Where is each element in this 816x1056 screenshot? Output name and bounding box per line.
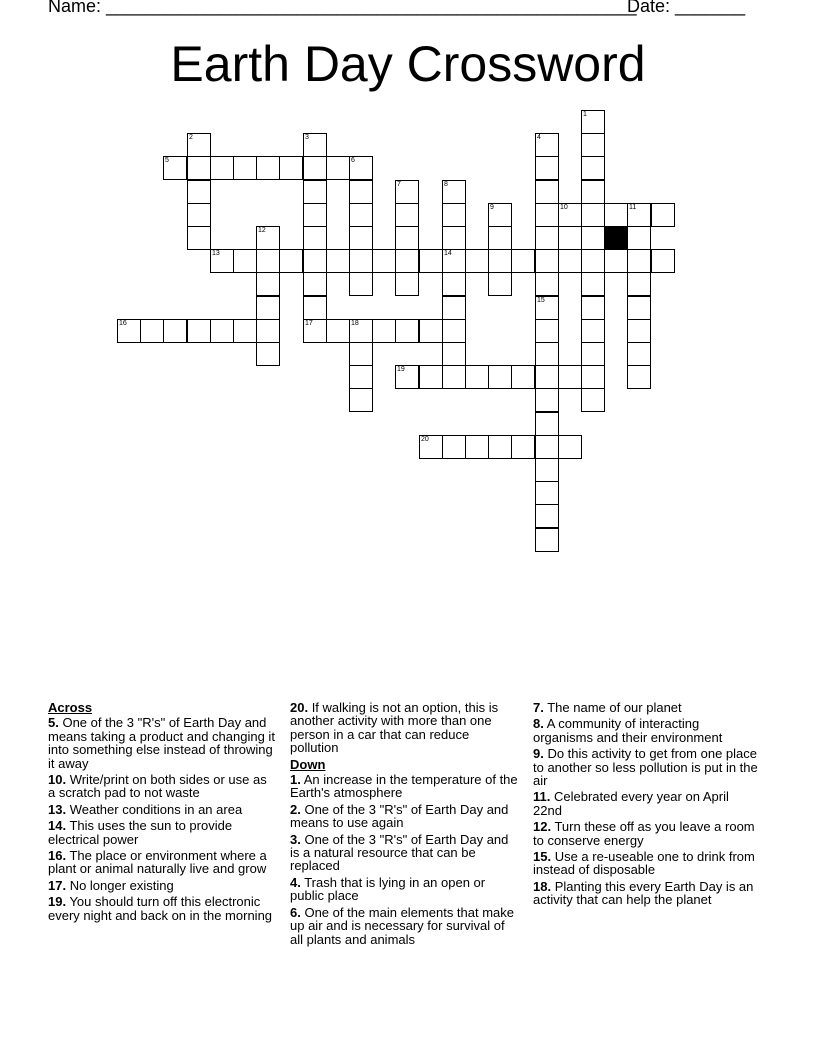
clue-text: One of the 3 "R's" of Earth Day and means taking a product and changing it into something else instead of throwing it away xyxy=(48,715,275,771)
grid-cell[interactable] xyxy=(465,249,489,273)
grid-cell[interactable] xyxy=(535,481,559,505)
clue-item xyxy=(533,717,758,744)
clue-number-label: 6. xyxy=(290,904,301,920)
clue-text: No longer existing xyxy=(66,877,174,893)
grid-cell[interactable] xyxy=(581,226,605,250)
grid-cell[interactable] xyxy=(581,110,605,134)
grid-cell[interactable] xyxy=(256,226,280,250)
grid-cell[interactable] xyxy=(465,365,489,389)
clue-number: 13 xyxy=(212,250,220,257)
grid-cell[interactable] xyxy=(303,226,327,250)
grid-cell[interactable] xyxy=(442,365,466,389)
clue-text: You should turn off this electronic every night and back on in the morning xyxy=(48,894,273,923)
grid-cell[interactable] xyxy=(233,156,257,180)
grid-cell[interactable] xyxy=(349,365,373,389)
grid-cell[interactable] xyxy=(187,226,211,250)
grid-cell[interactable] xyxy=(395,226,419,250)
clue-item xyxy=(290,876,520,903)
clue-text: One of the main elements that make up air and is necessary for survival of all plants and animals xyxy=(290,904,515,947)
grid-cell[interactable] xyxy=(210,319,234,343)
grid-cell[interactable] xyxy=(419,249,443,273)
grid-cell[interactable] xyxy=(419,365,443,389)
grid-cell[interactable] xyxy=(187,156,211,180)
grid-cell[interactable] xyxy=(349,272,373,296)
clue-number: 18 xyxy=(351,320,359,327)
clue-text: Do this activity to get from one place to another so less pollution is put in the air xyxy=(533,746,758,789)
grid-cell[interactable] xyxy=(442,435,466,459)
grid-cell[interactable] xyxy=(303,133,327,157)
clue-text: If walking is not an option, this is another activity with more than one person in a car that can reduce pollution xyxy=(290,700,499,756)
grid-cell[interactable] xyxy=(210,156,234,180)
grid-cell[interactable] xyxy=(511,435,535,459)
grid-cell[interactable] xyxy=(303,249,327,273)
grid-cell[interactable] xyxy=(163,156,187,180)
grid-cell[interactable] xyxy=(442,319,466,343)
grid-cell[interactable] xyxy=(581,296,605,320)
grid-cell[interactable] xyxy=(627,272,651,296)
clue-text: Use a re-useable one to drink from instead of disposable xyxy=(533,849,755,878)
clues-column-3 xyxy=(533,701,758,910)
grid-cell[interactable] xyxy=(442,342,466,366)
grid-cell[interactable] xyxy=(395,272,419,296)
clue-number-label: 15. xyxy=(533,849,552,865)
clue-item xyxy=(533,880,758,907)
grid-cell[interactable] xyxy=(349,156,373,180)
across-header: Across xyxy=(48,700,93,715)
clue-number: 11 xyxy=(629,204,637,211)
clue-number: 16 xyxy=(119,320,127,327)
clue-item xyxy=(48,803,276,816)
grid-cell[interactable] xyxy=(349,319,373,343)
grid-cell[interactable] xyxy=(627,365,651,389)
clue-number-label: 20. xyxy=(290,700,309,715)
clue-text: Celebrated every year on April 22nd xyxy=(533,789,729,818)
clue-number: 7 xyxy=(397,181,401,188)
grid-cell[interactable] xyxy=(256,296,280,320)
clue-item xyxy=(48,716,276,770)
grid-cell[interactable] xyxy=(627,342,651,366)
grid-cell[interactable] xyxy=(581,342,605,366)
grid-cell[interactable] xyxy=(627,296,651,320)
clue-number-label: 8. xyxy=(533,716,544,732)
clue-text: The name of our planet xyxy=(543,700,682,715)
date-field[interactable]: Date: _______ xyxy=(627,0,746,16)
grid-cell[interactable] xyxy=(163,319,187,343)
down-header: Down xyxy=(290,756,326,772)
clue-number: 17 xyxy=(305,320,313,327)
grid-cell[interactable] xyxy=(581,133,605,157)
clue-item xyxy=(48,819,276,846)
clue-number-label: 7. xyxy=(533,700,544,715)
grid-cell[interactable] xyxy=(442,249,466,273)
clue-number-label: 16. xyxy=(48,848,67,864)
grid-cell[interactable] xyxy=(303,296,327,320)
grid-cell[interactable] xyxy=(256,156,280,180)
grid-cell[interactable] xyxy=(187,133,211,157)
grid-cell[interactable] xyxy=(117,319,141,343)
clue-text: Write/print on both sides or use as a scratch pad to not waste xyxy=(48,772,267,801)
grid-cell[interactable] xyxy=(535,203,559,227)
grid-cell[interactable] xyxy=(349,203,373,227)
grid-cell[interactable] xyxy=(535,272,559,296)
clue-number: 10 xyxy=(560,204,568,211)
clue-number: 19 xyxy=(397,366,405,373)
clue-number-label: 10. xyxy=(48,772,67,788)
clue-item xyxy=(533,747,758,787)
clue-text: Weather conditions in an area xyxy=(66,801,243,817)
grid-cell[interactable] xyxy=(581,365,605,389)
clue-text: One of the 3 "R's" of Earth Day and means to use again xyxy=(290,801,509,831)
grid-cell[interactable] xyxy=(558,203,582,227)
clue-number: 8 xyxy=(444,181,448,188)
grid-cell[interactable] xyxy=(627,249,651,273)
grid-cell[interactable] xyxy=(395,365,419,389)
grid-cell[interactable] xyxy=(372,319,396,343)
grid-cell[interactable] xyxy=(581,388,605,412)
grid-cell[interactable] xyxy=(488,249,512,273)
grid-cell[interactable] xyxy=(210,249,234,273)
grid-cell[interactable] xyxy=(511,365,535,389)
clue-number-label: 2. xyxy=(290,801,301,817)
grid-cell[interactable] xyxy=(535,504,559,528)
clue-text: The place or environment where a plant or animal naturally live and grow xyxy=(48,848,267,877)
clue-number: 4 xyxy=(537,134,541,141)
grid-cell[interactable] xyxy=(372,249,396,273)
clue-number: 3 xyxy=(305,134,309,141)
grid-cell[interactable] xyxy=(419,435,443,459)
grid-cell[interactable] xyxy=(279,156,303,180)
clue-text: Turn these off as you leave a room to conserve energy xyxy=(533,819,755,848)
clue-item xyxy=(290,906,520,946)
grid-cell[interactable] xyxy=(651,249,675,273)
down-clue-list-continued xyxy=(533,701,758,907)
grid-cell[interactable] xyxy=(488,435,512,459)
clue-number-label: 4. xyxy=(290,874,301,890)
black-cell xyxy=(604,226,628,250)
clue-number: 9 xyxy=(490,204,494,211)
grid-cell[interactable] xyxy=(488,226,512,250)
grid-cell[interactable] xyxy=(395,180,419,204)
grid-cell[interactable] xyxy=(535,296,559,320)
clue-number-label: 3. xyxy=(290,831,301,847)
clue-item xyxy=(533,820,758,847)
clue-item xyxy=(48,773,276,800)
grid-cell[interactable] xyxy=(187,180,211,204)
name-field[interactable]: Name: _____________________________________________________ xyxy=(48,0,637,16)
clue-number: 2 xyxy=(189,134,193,141)
clue-number: 12 xyxy=(258,227,266,234)
grid-cell[interactable] xyxy=(535,319,559,343)
grid-cell[interactable] xyxy=(511,249,535,273)
grid-cell[interactable] xyxy=(604,203,628,227)
grid-cell[interactable] xyxy=(395,249,419,273)
grid-cell[interactable] xyxy=(627,226,651,250)
clue-text: One of the 3 "R's" of Earth Day and is a natural resource that can be replaced xyxy=(290,831,509,874)
grid-cell[interactable] xyxy=(395,203,419,227)
page-title: Earth Day Crossword xyxy=(170,36,646,92)
grid-cell[interactable] xyxy=(303,156,327,180)
across-clue-list-continued xyxy=(290,701,520,755)
across-clue-list xyxy=(48,716,276,922)
grid-cell[interactable] xyxy=(581,203,605,227)
clue-item xyxy=(290,803,520,830)
grid-cell[interactable] xyxy=(581,319,605,343)
clue-text: An increase in the temperature of the Earth's atmosphere xyxy=(290,772,518,801)
clue-number-label: 9. xyxy=(533,746,544,762)
clue-text: Planting this every Earth Day is an activity that can help the planet xyxy=(533,878,754,908)
grid-cell[interactable] xyxy=(349,342,373,366)
grid-cell[interactable] xyxy=(349,388,373,412)
clue-number-label: 19. xyxy=(48,894,67,910)
grid-cell[interactable] xyxy=(535,342,559,366)
grid-cell[interactable] xyxy=(442,203,466,227)
clue-number: 20 xyxy=(421,436,429,443)
grid-cell[interactable] xyxy=(465,435,489,459)
clues-column-1 xyxy=(48,701,276,925)
grid-cell[interactable] xyxy=(326,156,350,180)
grid-cell[interactable] xyxy=(442,180,466,204)
clue-number-label: 13. xyxy=(48,801,67,817)
grid-cell[interactable] xyxy=(233,319,257,343)
grid-cell[interactable] xyxy=(303,272,327,296)
grid-cell[interactable] xyxy=(419,319,443,343)
grid-cell[interactable] xyxy=(535,249,559,273)
clue-item xyxy=(48,849,276,876)
grid-cell[interactable] xyxy=(233,249,257,273)
clue-item xyxy=(290,701,520,755)
grid-cell[interactable] xyxy=(140,319,164,343)
clue-item xyxy=(290,773,520,800)
grid-cell[interactable] xyxy=(303,319,327,343)
grid-cell[interactable] xyxy=(256,272,280,296)
grid-cell[interactable] xyxy=(187,319,211,343)
grid-cell[interactable] xyxy=(558,365,582,389)
clue-number: 15 xyxy=(537,297,545,304)
grid-cell[interactable] xyxy=(349,226,373,250)
grid-cell[interactable] xyxy=(256,249,280,273)
clues-column-2 xyxy=(290,701,520,949)
grid-cell[interactable] xyxy=(256,319,280,343)
clue-item xyxy=(533,850,758,877)
clue-number-label: 17. xyxy=(48,877,67,893)
grid-cell[interactable] xyxy=(581,272,605,296)
grid-cell[interactable] xyxy=(535,435,559,459)
grid-cell[interactable] xyxy=(581,180,605,204)
grid-cell[interactable] xyxy=(535,133,559,157)
grid-cell[interactable] xyxy=(326,319,350,343)
clue-number: 5 xyxy=(165,157,169,164)
clue-number-label: 14. xyxy=(48,818,67,834)
clue-number-label: 11. xyxy=(533,789,551,805)
grid-cell[interactable] xyxy=(349,249,373,273)
grid-cell[interactable] xyxy=(535,180,559,204)
clue-number: 6 xyxy=(351,157,355,164)
grid-cell[interactable] xyxy=(488,365,512,389)
clue-text: A community of interacting organisms and their environment xyxy=(533,716,723,745)
grid-cell[interactable] xyxy=(395,319,419,343)
grid-cell[interactable] xyxy=(535,388,559,412)
grid-cell[interactable] xyxy=(535,365,559,389)
clue-item xyxy=(290,833,520,873)
grid-cell[interactable] xyxy=(604,249,628,273)
down-clue-list xyxy=(290,773,520,946)
clue-item xyxy=(533,701,758,714)
clue-number-label: 1. xyxy=(290,772,301,788)
grid-cell[interactable] xyxy=(535,528,559,552)
grid-cell[interactable] xyxy=(627,319,651,343)
clue-item xyxy=(533,790,758,817)
clue-text: Trash that is lying in an open or public place xyxy=(290,874,486,904)
grid-cell[interactable] xyxy=(558,249,582,273)
grid-cell[interactable] xyxy=(303,180,327,204)
grid-cell[interactable] xyxy=(558,435,582,459)
grid-cell[interactable] xyxy=(535,226,559,250)
grid-cell[interactable] xyxy=(627,203,651,227)
grid-cell[interactable] xyxy=(488,272,512,296)
grid-cell[interactable] xyxy=(535,156,559,180)
grid-cell[interactable] xyxy=(581,156,605,180)
clue-number-label: 18. xyxy=(533,878,552,894)
clue-number-label: 5. xyxy=(48,715,59,731)
grid-cell[interactable] xyxy=(581,249,605,273)
grid-cell[interactable] xyxy=(187,203,211,227)
grid-cell[interactable] xyxy=(326,249,350,273)
grid-cell[interactable] xyxy=(651,203,675,227)
clue-text: This uses the sun to provide electrical power xyxy=(48,818,233,847)
grid-cell[interactable] xyxy=(442,272,466,296)
grid-cell[interactable] xyxy=(488,203,512,227)
grid-cell[interactable] xyxy=(303,203,327,227)
clue-number: 1 xyxy=(583,111,587,118)
clue-number-label: 12. xyxy=(533,819,552,835)
grid-cell[interactable] xyxy=(349,180,373,204)
grid-cell[interactable] xyxy=(535,412,559,436)
clue-item xyxy=(48,879,276,892)
grid-cell[interactable] xyxy=(279,249,303,273)
grid-cell[interactable] xyxy=(256,342,280,366)
grid-cell[interactable] xyxy=(442,226,466,250)
grid-cell[interactable] xyxy=(535,458,559,482)
clue-item xyxy=(48,895,276,922)
grid-cell[interactable] xyxy=(442,296,466,320)
clue-number: 14 xyxy=(444,250,452,257)
